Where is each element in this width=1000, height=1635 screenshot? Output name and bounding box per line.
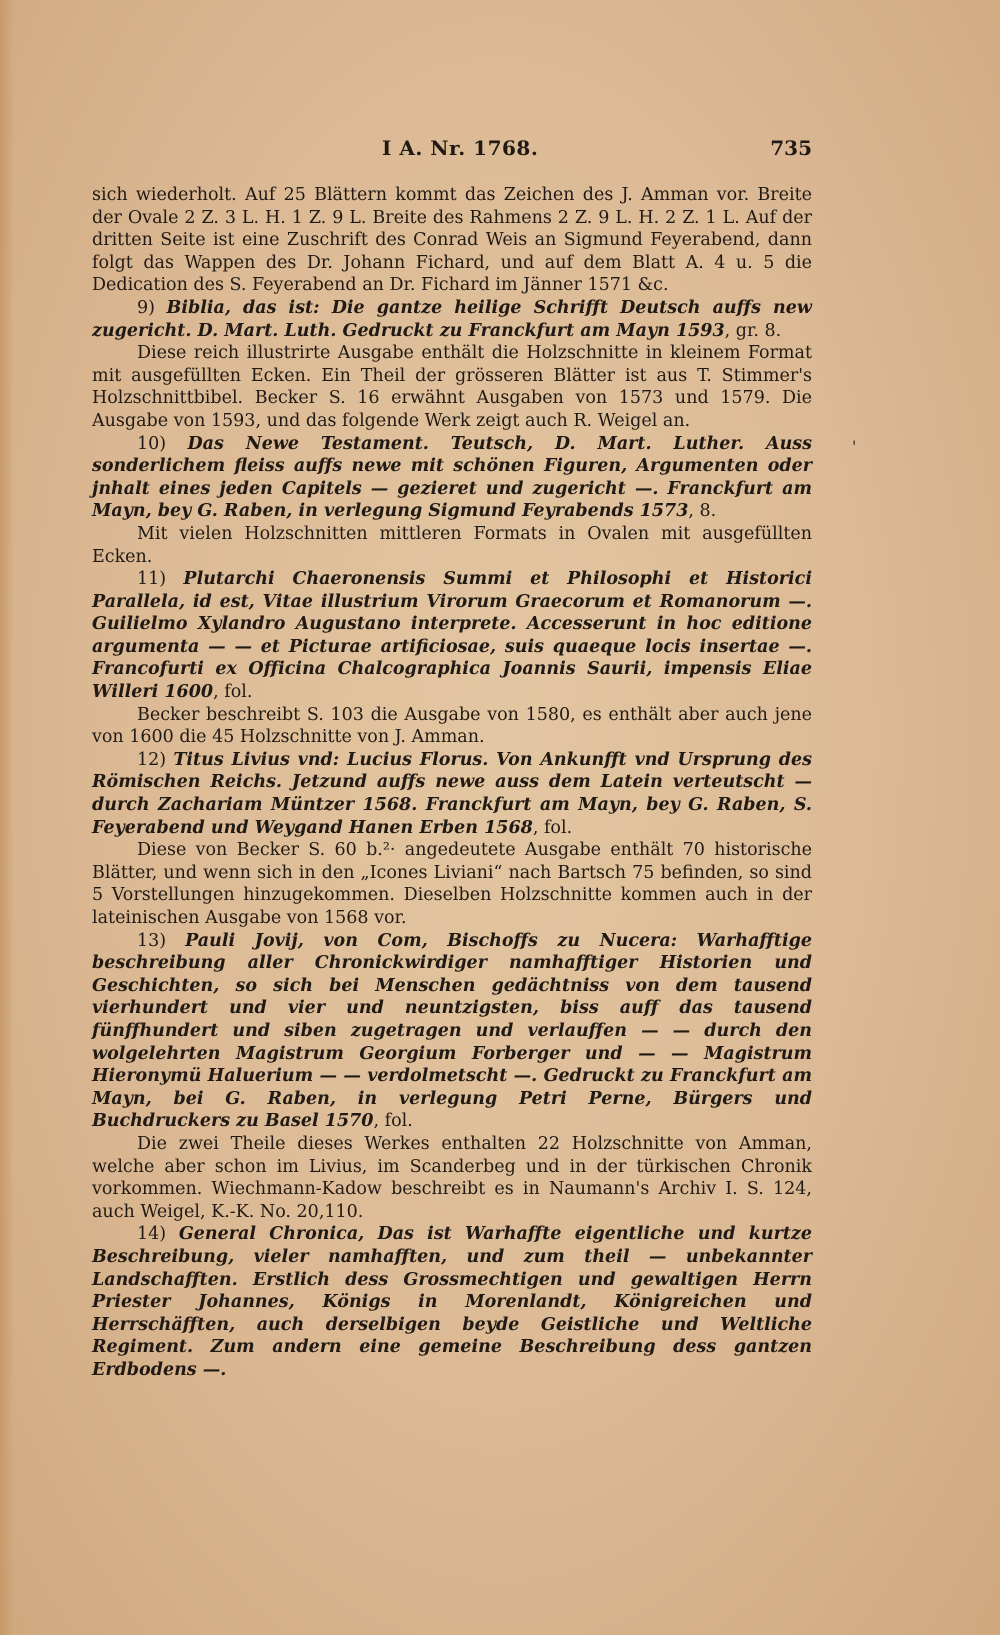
running-header <box>92 136 812 166</box>
paragraph <box>92 1223 812 1381</box>
paragraph <box>92 433 812 523</box>
italic-title-text: Pauli Jovij, von Com, Bischoffs zu Nucera: Warhafftige beschreibung aller Chronickwirdiger namhafftiger Historien und Geschichten, so sich bei Menschen gedächtniss von dem tausend vierhundert und vier und neuntzigsten, biss auff das tausend fünffhundert und siben zugetragen und verlauffen — — durch den wolgelehrten Magistrum Georgium Forberger und — — Magistrum Hieronymü Haluerium — — verdolmetscht —. Gedruckt zu Franckfurt am Mayn, bei G. Raben, in verlegung Petri Perne, Bürgers und Buchdruckers zu Basel 1570 <box>92 930 812 1132</box>
text-segment: Becker beschreibt S. 103 die Ausgabe von 1580, es enthält aber auch jene von 1600 die 45 Holzschnitte von J. Amman. <box>92 704 812 748</box>
text-segment: 11) <box>137 569 184 590</box>
body-text <box>92 184 812 1381</box>
text-segment: , fol. <box>532 817 573 838</box>
text-segment: , 8. <box>688 501 717 522</box>
text-segment: 10) <box>137 433 188 454</box>
text-segment: 14) <box>137 1224 179 1245</box>
paragraph <box>92 342 812 432</box>
text-segment: sich wiederholt. Auf 25 Blättern kommt das Zeichen des J. Amman vor. Breite der Ovale 2 Z. 3 L. H. 1 Z. 9 L. Breite des Rahmens 2 Z. 9 L. H. 2 Z. 1 L. Auf der dritten Seite ist eine Zuschrift des Conrad Weis an Sigmund Feyerabend, dann folgt das Wappen des Dr. Johann Fichard, und auf dem Blatt A. 4 u. 5 die Dedication des S. Feyerabend an Dr. Fichard im Jänner 1571 &c. <box>92 185 812 296</box>
page-edge-shadow <box>0 0 14 1635</box>
italic-title-text: General Chronica, Das ist Warhaffte eigentliche und kurtze Beschreibung, vieler namhafften, und zum theil — unbekannter Landschafften. Erstlich dess Grossmechtigen und gewaltigen Herrn Priester Johannes, Königs in Morenlandt, Königreichen und Herrschäfften, auch derselbigen beyde Geistliche und Weltliche Regiment. Zum andern eine gemeine Beschreibung dess gantzen Erdbodens —. <box>92 1224 812 1380</box>
text-segment: Diese reich illustrirte Ausgabe enthält die Holzschnitte in kleinem Format mit ausgefüllten Ecken. Ein Theil der grösseren Blätter ist aus T. Stimmer's Holzschnittbibel. Becker S. 16 erwähnt Ausgaben von 1573 und 1579. Die Ausgabe von 1593, und das folgende Werk zeigt auch R. Weigel an. <box>92 343 812 431</box>
italic-title-text: Biblia, das ist: Die gantze heilige Schrifft Deutsch auffs new zugericht. D. Mart. Luth. Gedruckt zu Franckfurt am Mayn 1593 <box>92 297 812 341</box>
italic-title-text: Titus Livius vnd: Lucius Florus. Von Ankunfft vnd Ursprung des Römischen Reichs. Jetzund auffs newe auss dem Latein verteutscht — durch Zachariam Müntzer 1568. Franckfurt am Mayn, bey G. Raben, S. Feyerabend und Weygand Hanen Erben 1568 <box>92 749 812 838</box>
text-segment: 13) <box>137 930 186 951</box>
text-segment: 9) <box>137 297 167 318</box>
text-segment: , fol. <box>373 1111 413 1132</box>
italic-title-text: Das Newe Testament. Teutsch, D. Mart. Luther. Auss sonderlichem fleiss auffs newe mit schönen Figuren, Argumenten oder jnhalt eines jeden Capitels — gezieret und zugericht —. Franckfurt am Mayn, bey G. Raben, in verlegung Sigmund Feyrabends 1573 <box>92 433 812 522</box>
paragraph <box>92 297 812 342</box>
paragraph <box>92 523 812 568</box>
paragraph <box>92 568 812 704</box>
paragraph <box>92 839 812 929</box>
text-segment: Mit vielen Holzschnitten mittleren Formats in Ovalen mit ausgefüllten Ecken. <box>92 523 812 567</box>
paragraph <box>92 184 812 297</box>
margin-mark: ' <box>852 437 857 456</box>
paragraph <box>92 930 812 1133</box>
text-segment: Diese von Becker S. 60 b.²· angedeutete Ausgabe enthält 70 historische Blätter, und wenn sich in den „Icones Liviani“ nach Bartsch 75 befinden, so sind 5 Vorstellungen hinzugekommen. Dieselben Holzschnitte kommen auch in der lateinischen Ausgabe von 1568 vor. <box>92 840 812 928</box>
paragraph <box>92 704 812 749</box>
page-number: 735 <box>770 136 812 160</box>
paragraph <box>92 1133 812 1223</box>
paragraph <box>92 749 812 839</box>
italic-title-text: Plutarchi Chaeronensis Summi et Philosophi et Historici Parallela, id est, Vitae illustrium Virorum Graecorum et Romanorum —. Guilielmo Xylandro Augustano interprete. Accesserunt in hoc editione argumenta — — et Picturae artificiosae, suis quaeque locis insertae —. Francofurti ex Officina Chalcographica Joannis Saurii, impensis Eliae Willeri 1600 <box>92 569 812 703</box>
text-segment: , gr. 8. <box>724 320 782 341</box>
text-segment: 12) <box>137 749 174 770</box>
text-segment: , fol. <box>213 682 253 703</box>
text-segment: Die zwei Theile dieses Werkes enthalten 22 Holzschnitte von Amman, welche aber schon im Livius, im Scanderbeg und in der türkischen Chronik vorkommen. Wiechmann-Kadow beschreibt es in Naumann's Archiv I. S. 124, auch Weigel, K.-K. No. 20,110. <box>92 1133 812 1222</box>
header-title: I A. Nr. 1768. <box>382 136 539 160</box>
